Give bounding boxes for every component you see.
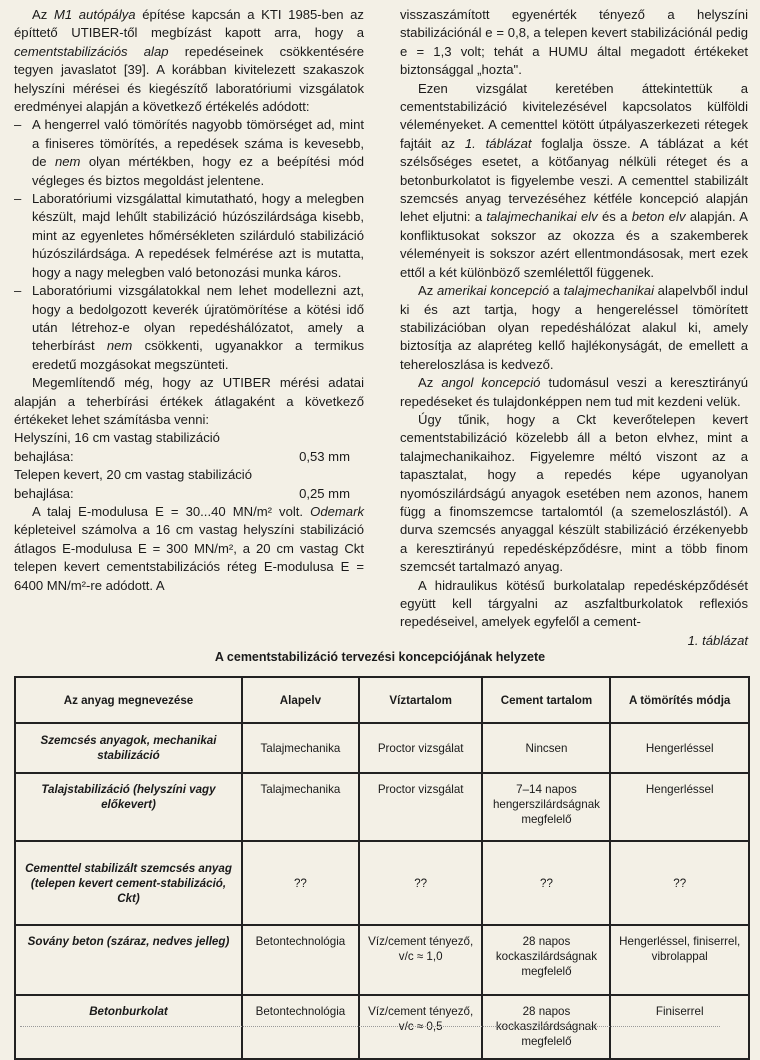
paragraph: Az amerikai koncepció a talajmechanikai alapelvből indul ki és azt tartja, hogy a hengereléssel tömörített stabilizációban olyan repedéshálózat alakul ki, amely biztosítja az alapréteg kellő hajlékonyságát, de emellett a tehereloszlása is kedvező.	[400, 283, 748, 372]
column-header: Alapelv	[242, 677, 359, 723]
deflection-row: behajlása: 0,25 mm	[14, 485, 364, 503]
table-cell: Víz/cement tényező, v/c ≈ 0,5	[359, 995, 483, 1059]
footer-rule	[20, 1026, 720, 1027]
paragraph: visszaszámított egyenérték tényező a helyszíni stabilizációnál e = 0,8, a telepen kevert stabilizációnál pedig e = 1,3 volt; tehát a HUMU által megadott értékeket biztonsággal „hozta".	[400, 7, 748, 78]
deflection-value: 0,53 mm	[299, 448, 350, 464]
table-cell: ??	[610, 841, 749, 925]
table-row	[15, 925, 749, 995]
table-caption: A cementstabilizáció tervezési koncepciójának helyzete	[214, 650, 546, 664]
list-item: – Laboratóriumi vizsgálatokkal nem lehet modellezni azt, hogy a bedolgozott keverék újratömörítése a kötési idő után létrehoz-e olyan repedéshálózatot, amely a teherbírást nem csökkenti, ugyanakkor a termikus eredetű mozgásokat megszünteti.	[14, 283, 364, 372]
table-row	[15, 723, 749, 773]
paragraph: Megemlítendő még, hogy az UTIBER mérési adatai alapján a teherbírási értékek átlagaként a következő értékeket lehet számításba venni:	[14, 375, 364, 427]
table-cell: Sovány beton (száraz, nedves jelleg)	[15, 925, 242, 995]
table-cell: Szemcsés anyagok, mechanikai stabilizáció	[15, 723, 242, 773]
list-item: – A hengerrel való tömörítés nagyobb tömörséget ad, mint a finiseres tömörítés, a repedések száma is kevesebb, de nem olyan mértékben, hogy ez a beépítési mód végleges és biztos megoldást jelentene.	[14, 117, 365, 188]
table-cell: Hengerléssel, finiserrel, vibrolappal	[610, 925, 749, 995]
table-cell: Betontechnológia	[242, 995, 359, 1059]
deflection-value: 0,25 mm	[299, 485, 350, 501]
table-cell: Proctor vizsgálat	[359, 723, 483, 773]
table-cell: Talajstabilizáció (helyszíni vagy előkevert)	[15, 773, 242, 841]
table-cell: Cementtel stabilizált szemcsés anyag (telepen kevert cement-stabilizáció, Ckt)	[15, 841, 242, 925]
table-cell: Hengerléssel	[610, 723, 749, 773]
column-header: Az anyag megnevezése	[15, 677, 242, 723]
list-item: – Laboratóriumi vizsgálattal kimutatható, hogy a melegben készült, majd lehűlt stabilizáció húzószilárdsága kisebb, mint az egyenletes hőmérsékleten szilárduló stabilizáció húzószilárdsága. A repedések felmérése azt is mutatta, hogy a nagy melegben való betonozási munka káros.	[14, 191, 364, 280]
concept-table	[14, 676, 750, 1060]
table-cell: 28 napos kockaszilárdságnak megfelelő	[482, 925, 610, 995]
column-header: Cement tartalom	[482, 677, 610, 723]
paragraph: Úgy tűnik, hogy a Ckt keverőtelepen kevert cementstabilizáció közelebb áll a beton elvhez, mint a talajmechanikaihoz. Figyelemre méltó viszont az a tapasztalat, hogy a repedés képe ugyanolyan nyomószilárdságú anyagok esetében nem azonos, hanem függ a finomszemcse tartalomtól (a szemeloszlástól). A durva szemcsés anyaggal készült stabilizáció érzékenyebb a keresztirányú repedésképződésre, mint a több finom szemcsét tartalmazó anyag.	[400, 411, 748, 575]
table-cell: Talajmechanika	[242, 723, 359, 773]
table-row	[15, 773, 749, 841]
paragraph: A talaj E-modulusa E = 30...40 MN/m² volt. Odemark képleteivel számolva a 16 cm vastag helyszíni stabilizáció átlagos E-modulusa E = 300 MN/m², a 20 cm vastag Ckt telepen kevert cementstabilizációs réteg E-modulusa E = 6400 MN/m²-re adódott. A	[14, 503, 364, 593]
table-reference: 1. táblázat	[687, 632, 748, 648]
table-cell: Talajmechanika	[242, 773, 359, 841]
deflection-label: Helyszíni, 16 cm vastag stabilizáció	[14, 430, 220, 446]
paragraph: Ezen vizsgálat keretében áttekintettük a cementstabilizáció kivitelezésével kapcsolatos külföldi véleményeket. A cementtel kötött útpályaszerkezeti rétegek fajtáit az 1. táblázat foglalja össze. A táblázat a két szélsőséges esetet, a kötőanyag nélküli réteget és a betonburkolatot is figyelembe veszi. A cementtel stabilizált szemcsés anyag tervezéséhez kétféle koncepció alapján lehet eljutni: a talajmechanikai elv és a beton elv alapján. A konfliktusokat sokszor az okozza és a szakemberek véleményeit is sokszor azért ellentmondásosak, mert ezek ettől a két különböző szemlélettől függenek.	[400, 80, 748, 280]
table-cell: Proctor vizsgálat	[359, 773, 483, 841]
table-cell: Nincsen	[482, 723, 610, 773]
right-column	[400, 6, 748, 650]
paragraph: Az angol koncepció tudomásul veszi a keresztirányú repedéseket és tulajdonképpen nem tud mit kezdeni velük.	[400, 375, 749, 409]
table-row	[15, 841, 749, 925]
table-cell: 28 napos kockaszilárdságnak megfelelő	[482, 995, 610, 1059]
column-header: Víztartalom	[359, 677, 483, 723]
table-cell: Finiserrel	[610, 995, 749, 1059]
table-cell: 7–14 napos hengerszilárdságnak megfelelő	[482, 773, 610, 841]
column-header: A tömörítés módja	[610, 677, 749, 723]
left-column	[14, 6, 364, 595]
table-cell: ??	[242, 841, 359, 925]
table-cell: Víz/cement tényező, v/c ≈ 1,0	[359, 925, 483, 995]
table-row	[15, 995, 749, 1059]
table-header-row	[15, 677, 749, 723]
deflection-label: Telepen kevert, 20 cm vastag stabilizáció	[14, 467, 252, 483]
paragraph: Az M1 autópálya építése kapcsán a KTI 1985-ben az építtető UTIBER-től megbízást kapott arra, hogy a cementstabilizációs alap repedéseinek csökkentésére tegyen javaslatot [39]. A korábban kivitelezett szakaszok helyszíni mérései és kiegészítő laboratóriumi vizsgálatok eredményei alapján a következő értékelés adódott:	[14, 7, 365, 115]
table-cell: ??	[482, 841, 610, 925]
paragraph: A hidraulikus kötésű burkolatalap repedésképződését együtt kell tárgyalni az aszfaltburkolatok reflexiós repedéseivel, amelyek egyfelől a cement-	[400, 577, 748, 630]
table-cell: Betonburkolat	[15, 995, 242, 1059]
table-cell: Hengerléssel	[610, 773, 749, 841]
table-cell: Betontechnológia	[242, 925, 359, 995]
table-cell: ??	[359, 841, 483, 925]
deflection-row: behajlása: 0,53 mm	[14, 448, 364, 466]
